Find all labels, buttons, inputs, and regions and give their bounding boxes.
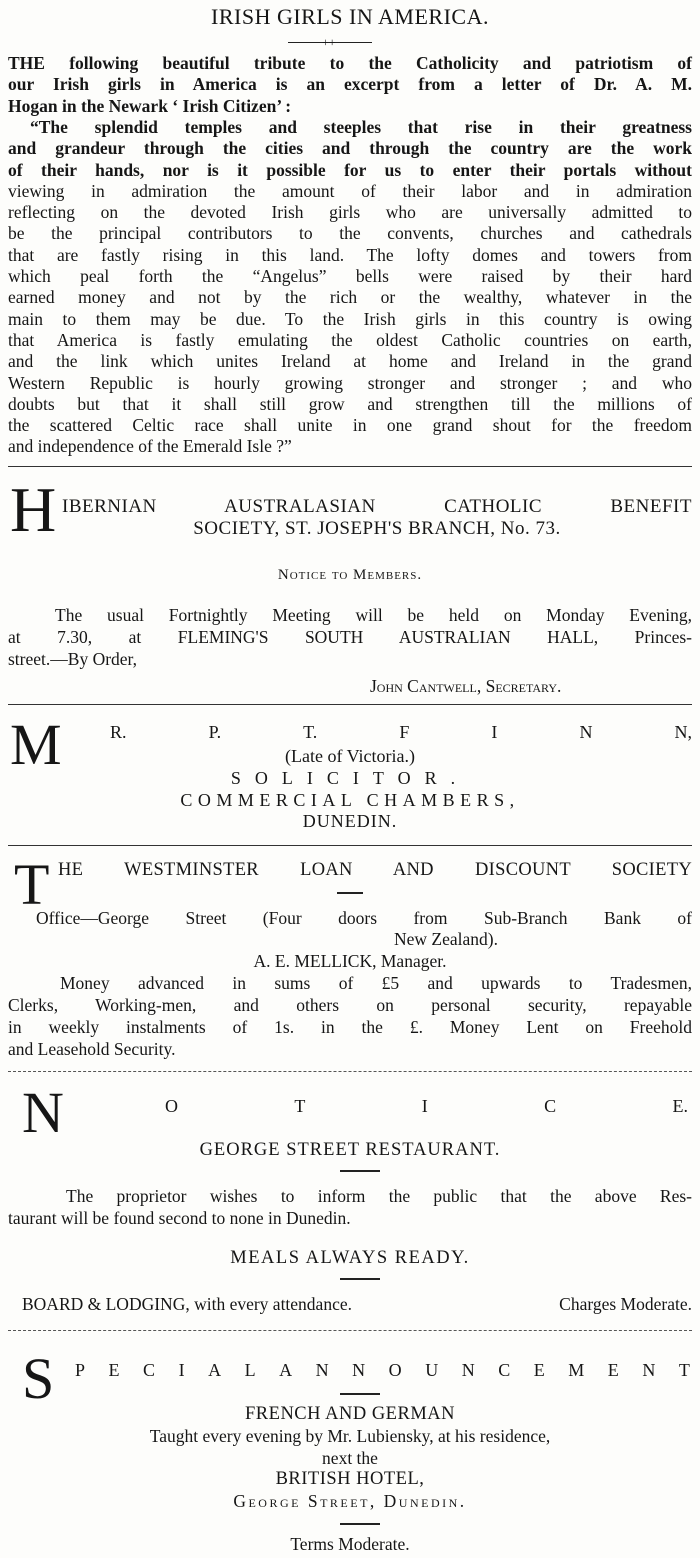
short-rule bbox=[340, 1170, 380, 1172]
special-taught bbox=[8, 1426, 692, 1447]
taught-text: Taught every evening by Mr. Lubiensky, at his residence, bbox=[149, 1426, 551, 1446]
westminster-body-3: in weekly instalments of 1s. in the £. Money Lent on Freehold bbox=[8, 1017, 692, 1037]
hibernian-body-2: at 7.30, at FLEMING'S SOUTH AUSTRALIAN HALL, Princes- bbox=[8, 627, 692, 647]
short-rule bbox=[340, 1523, 380, 1525]
special-address: George Street, Dunedin. bbox=[233, 1491, 467, 1511]
article-line: Western Republic is hourly growing stronger and stronger ; and who bbox=[8, 372, 692, 393]
spaced-letter: I bbox=[491, 722, 498, 742]
spaced-letter: A bbox=[279, 1360, 293, 1380]
hibernian-heading-1: IBERNIAN AUSTRALASIAN CATHOLIC BENEFIT bbox=[62, 496, 692, 517]
article-line: doubts but that it shall still grow and strengthen till the millions of bbox=[8, 393, 692, 414]
drop-cap-m: M bbox=[10, 712, 62, 777]
article-title: IRISH GIRLS IN AMERICA. bbox=[211, 4, 489, 29]
hibernian-body-3: street.—By Order, bbox=[8, 649, 138, 669]
spaced-letter: P bbox=[75, 1360, 86, 1380]
spaced-letter: T bbox=[294, 1096, 306, 1116]
spaced-letter: C bbox=[143, 1360, 156, 1380]
spaced-letter: T. bbox=[303, 722, 318, 742]
divider bbox=[8, 845, 692, 846]
special-terms: Terms Moderate. bbox=[290, 1534, 410, 1554]
article-line: our Irish girls in America is an excerpt from a letter of Dr. A. M. bbox=[8, 74, 692, 95]
article-line: viewing in admiration the amount of their labor and in admiration bbox=[8, 180, 692, 201]
spaced-letter: N, bbox=[674, 722, 692, 742]
spaced-letter: T bbox=[678, 1360, 690, 1380]
article-line: reflecting on the devoted Irish girls who are universally admitted to bbox=[8, 202, 692, 223]
drop-cap-t: T bbox=[14, 852, 50, 917]
spaced-letter: U bbox=[425, 1360, 439, 1380]
board-text: BOARD & LODGING, with every attendance. bbox=[22, 1294, 352, 1314]
restaurant-title: GEORGE STREET RESTAURANT. bbox=[199, 1140, 501, 1160]
spaced-letter: I bbox=[178, 1360, 185, 1380]
finn-chambers: COMMERCIAL CHAMBERS, bbox=[180, 790, 520, 810]
hibernian-body-1: The usual Fortnightly Meeting will be held on Monday Evening, bbox=[55, 605, 692, 625]
spaced-letter: I bbox=[421, 1096, 428, 1116]
article-line: which peal forth the “Angelus” bells were raised by their hard bbox=[8, 266, 692, 286]
special-next: next the bbox=[322, 1448, 378, 1468]
divider bbox=[8, 1330, 692, 1331]
drop-cap-s: S bbox=[22, 1346, 55, 1411]
hibernian-signature: John Cantwell, Secretary. bbox=[370, 676, 562, 696]
article-line: and independence of the Emerald Isle ?” bbox=[8, 436, 292, 457]
article-line: Hogan in the Newark ‘ Irish Citizen’ : bbox=[8, 95, 292, 116]
short-rule bbox=[340, 1278, 380, 1280]
article-line: and the link which unites Ireland at home and Ireland in the grand bbox=[8, 351, 692, 372]
spaced-letter: N bbox=[642, 1360, 656, 1380]
charges-text: Charges Moderate. bbox=[559, 1294, 692, 1314]
spaced-letter: C bbox=[544, 1096, 557, 1116]
finn-name-spaced bbox=[110, 722, 692, 743]
finn-city: DUNEDIN. bbox=[302, 811, 398, 831]
article-line: that are fastly rising in this land. The lofty domes and towers from bbox=[8, 244, 692, 265]
special-spaced bbox=[75, 1360, 690, 1381]
westminster-body-2: Clerks, Working-men, and others on personal security, repayable bbox=[8, 995, 692, 1015]
spaced-letter: N bbox=[461, 1360, 475, 1380]
westminster-office-1: Office—George Street (Four doors from Sub-Branch Bank of bbox=[36, 908, 692, 928]
spaced-letter: E bbox=[108, 1360, 120, 1380]
special-subject: FRENCH AND GERMAN bbox=[245, 1404, 455, 1424]
article-line: the scattered Celtic race shall unite in one grand shout for the freedom bbox=[8, 415, 692, 436]
article-line: and grandeur through the cities and through the country are the work bbox=[8, 138, 692, 159]
spaced-letter: O bbox=[165, 1096, 178, 1116]
divider bbox=[8, 704, 692, 705]
spaced-letter: E. bbox=[672, 1096, 688, 1116]
meals-ready: MEALS ALWAYS READY. bbox=[230, 1248, 470, 1268]
short-rule bbox=[340, 1393, 380, 1395]
board-lodging bbox=[22, 1294, 692, 1315]
article-line: earned money and not by the rich or the wealthy, whatever in the bbox=[8, 287, 692, 308]
title-ornament: ++ bbox=[322, 35, 336, 49]
article-line: that America is fastly emulating the oldest Catholic countries on earth, bbox=[8, 329, 692, 350]
drop-cap-n: N bbox=[22, 1080, 64, 1145]
hibernian-notice: Notice to Members. bbox=[277, 567, 423, 583]
spaced-letter: P. bbox=[208, 722, 222, 742]
spaced-letter: N bbox=[579, 722, 593, 742]
finn-role: SOLICITOR. bbox=[230, 768, 470, 788]
spaced-letter: O bbox=[388, 1360, 402, 1380]
divider bbox=[8, 1071, 692, 1072]
short-rule bbox=[337, 892, 363, 894]
westminster-manager: A. E. MELLICK, Manager. bbox=[253, 951, 447, 971]
special-hotel: BRITISH HOTEL, bbox=[275, 1469, 425, 1489]
spaced-letter: L bbox=[244, 1360, 256, 1380]
article-line: be the principal contributors to the convents, churches and cathedrals bbox=[8, 223, 692, 244]
article-line: main to them may be due. To the Irish girls in this country is owing bbox=[8, 308, 692, 329]
restaurant-body-1: The proprietor wishes to inform the public that the above Res- bbox=[66, 1186, 692, 1206]
westminster-title: HE WESTMINSTER LOAN AND DISCOUNT SOCIETY bbox=[58, 860, 692, 880]
article-line: THE following beautiful tribute to the Catholicity and patriotism of bbox=[8, 53, 692, 73]
spaced-letter: A bbox=[208, 1360, 222, 1380]
restaurant-body-2: taurant will be found second to none in Dunedin. bbox=[8, 1208, 351, 1228]
article-line: “The splendid temples and steeples that rise in their greatness bbox=[30, 116, 692, 137]
spaced-letter: N bbox=[315, 1360, 329, 1380]
spaced-letter: E bbox=[607, 1360, 619, 1380]
spaced-letter: E bbox=[533, 1360, 545, 1380]
spaced-letter: C bbox=[498, 1360, 511, 1380]
hibernian-heading-2: SOCIETY, ST. JOSEPH'S BRANCH, No. 73. bbox=[193, 518, 561, 539]
spaced-letter: R. bbox=[110, 722, 127, 742]
spaced-letter: F bbox=[399, 722, 410, 742]
spaced-letter: N bbox=[352, 1360, 366, 1380]
westminster-office-2: New Zealand). bbox=[394, 929, 498, 949]
spaced-letter: M bbox=[568, 1360, 585, 1380]
drop-cap-h: H bbox=[10, 474, 57, 545]
article-line: of their hands, nor is it possible for us to enter their portals without bbox=[8, 159, 692, 180]
westminster-body-4: and Leasehold Security. bbox=[8, 1039, 176, 1059]
divider bbox=[8, 466, 692, 467]
westminster-body-1: Money advanced in sums of £5 and upwards to Tradesmen, bbox=[60, 973, 692, 993]
finn-late: (Late of Victoria.) bbox=[284, 746, 416, 766]
notice-spaced bbox=[165, 1096, 688, 1117]
